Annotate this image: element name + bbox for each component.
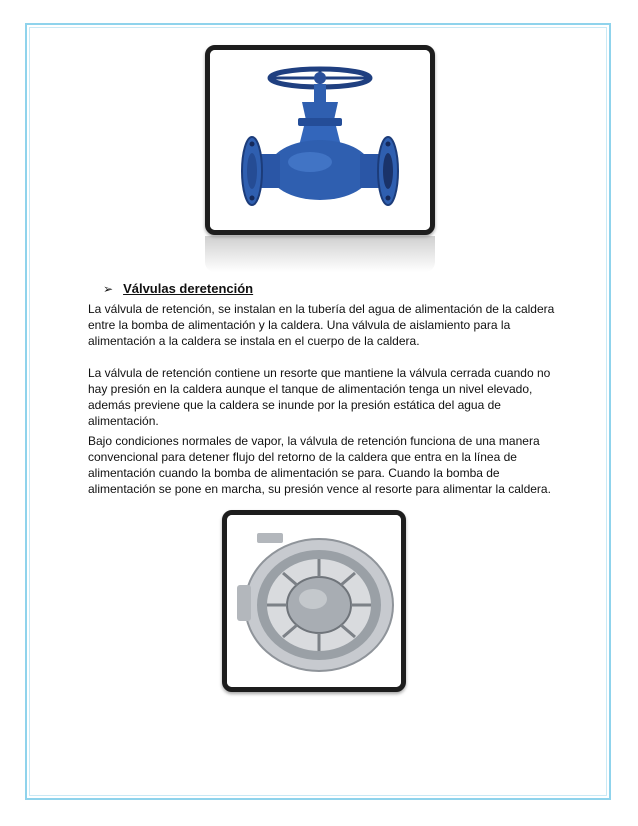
- check-valve-image: [222, 510, 406, 692]
- arrowhead-bullet-icon: ➢: [103, 282, 114, 296]
- globe-valve-illustration: [210, 50, 430, 230]
- heading-text: Válvulas deretención: [123, 281, 254, 296]
- section-heading: [103, 281, 253, 296]
- paragraph-1: La válvula de retención, se instalan en la tubería del agua de alimentación de la caldera entre la bomba de alimentación y la caldera. Una válvula de aislamiento para la alimentación a la caldera se instala en el cuerpo de la caldera.: [88, 302, 555, 348]
- check-valve-illustration: [227, 515, 401, 687]
- globe-valve-image: [205, 45, 435, 235]
- paragraph-3: Bajo condiciones normales de vapor, la válvula de retención funciona de una manera convencional para detener flujo del retorno de la caldera que entra en la línea de alimentación cuando la bomba de alimentación se para. Cuando la bomba de alimentación se pone en marcha, su presión vence al resorte para alimentar la caldera.: [88, 434, 551, 496]
- image-reflection: [205, 236, 435, 272]
- paragraph-2: La válvula de retención contiene un resorte que mantiene la válvula cerrada cuando no hay presión en la caldera aunque el tanque de alimentación tenga un nivel elevado, además previene que la caldera se inunde por la presión estática del agua de alimentación.: [88, 366, 551, 428]
